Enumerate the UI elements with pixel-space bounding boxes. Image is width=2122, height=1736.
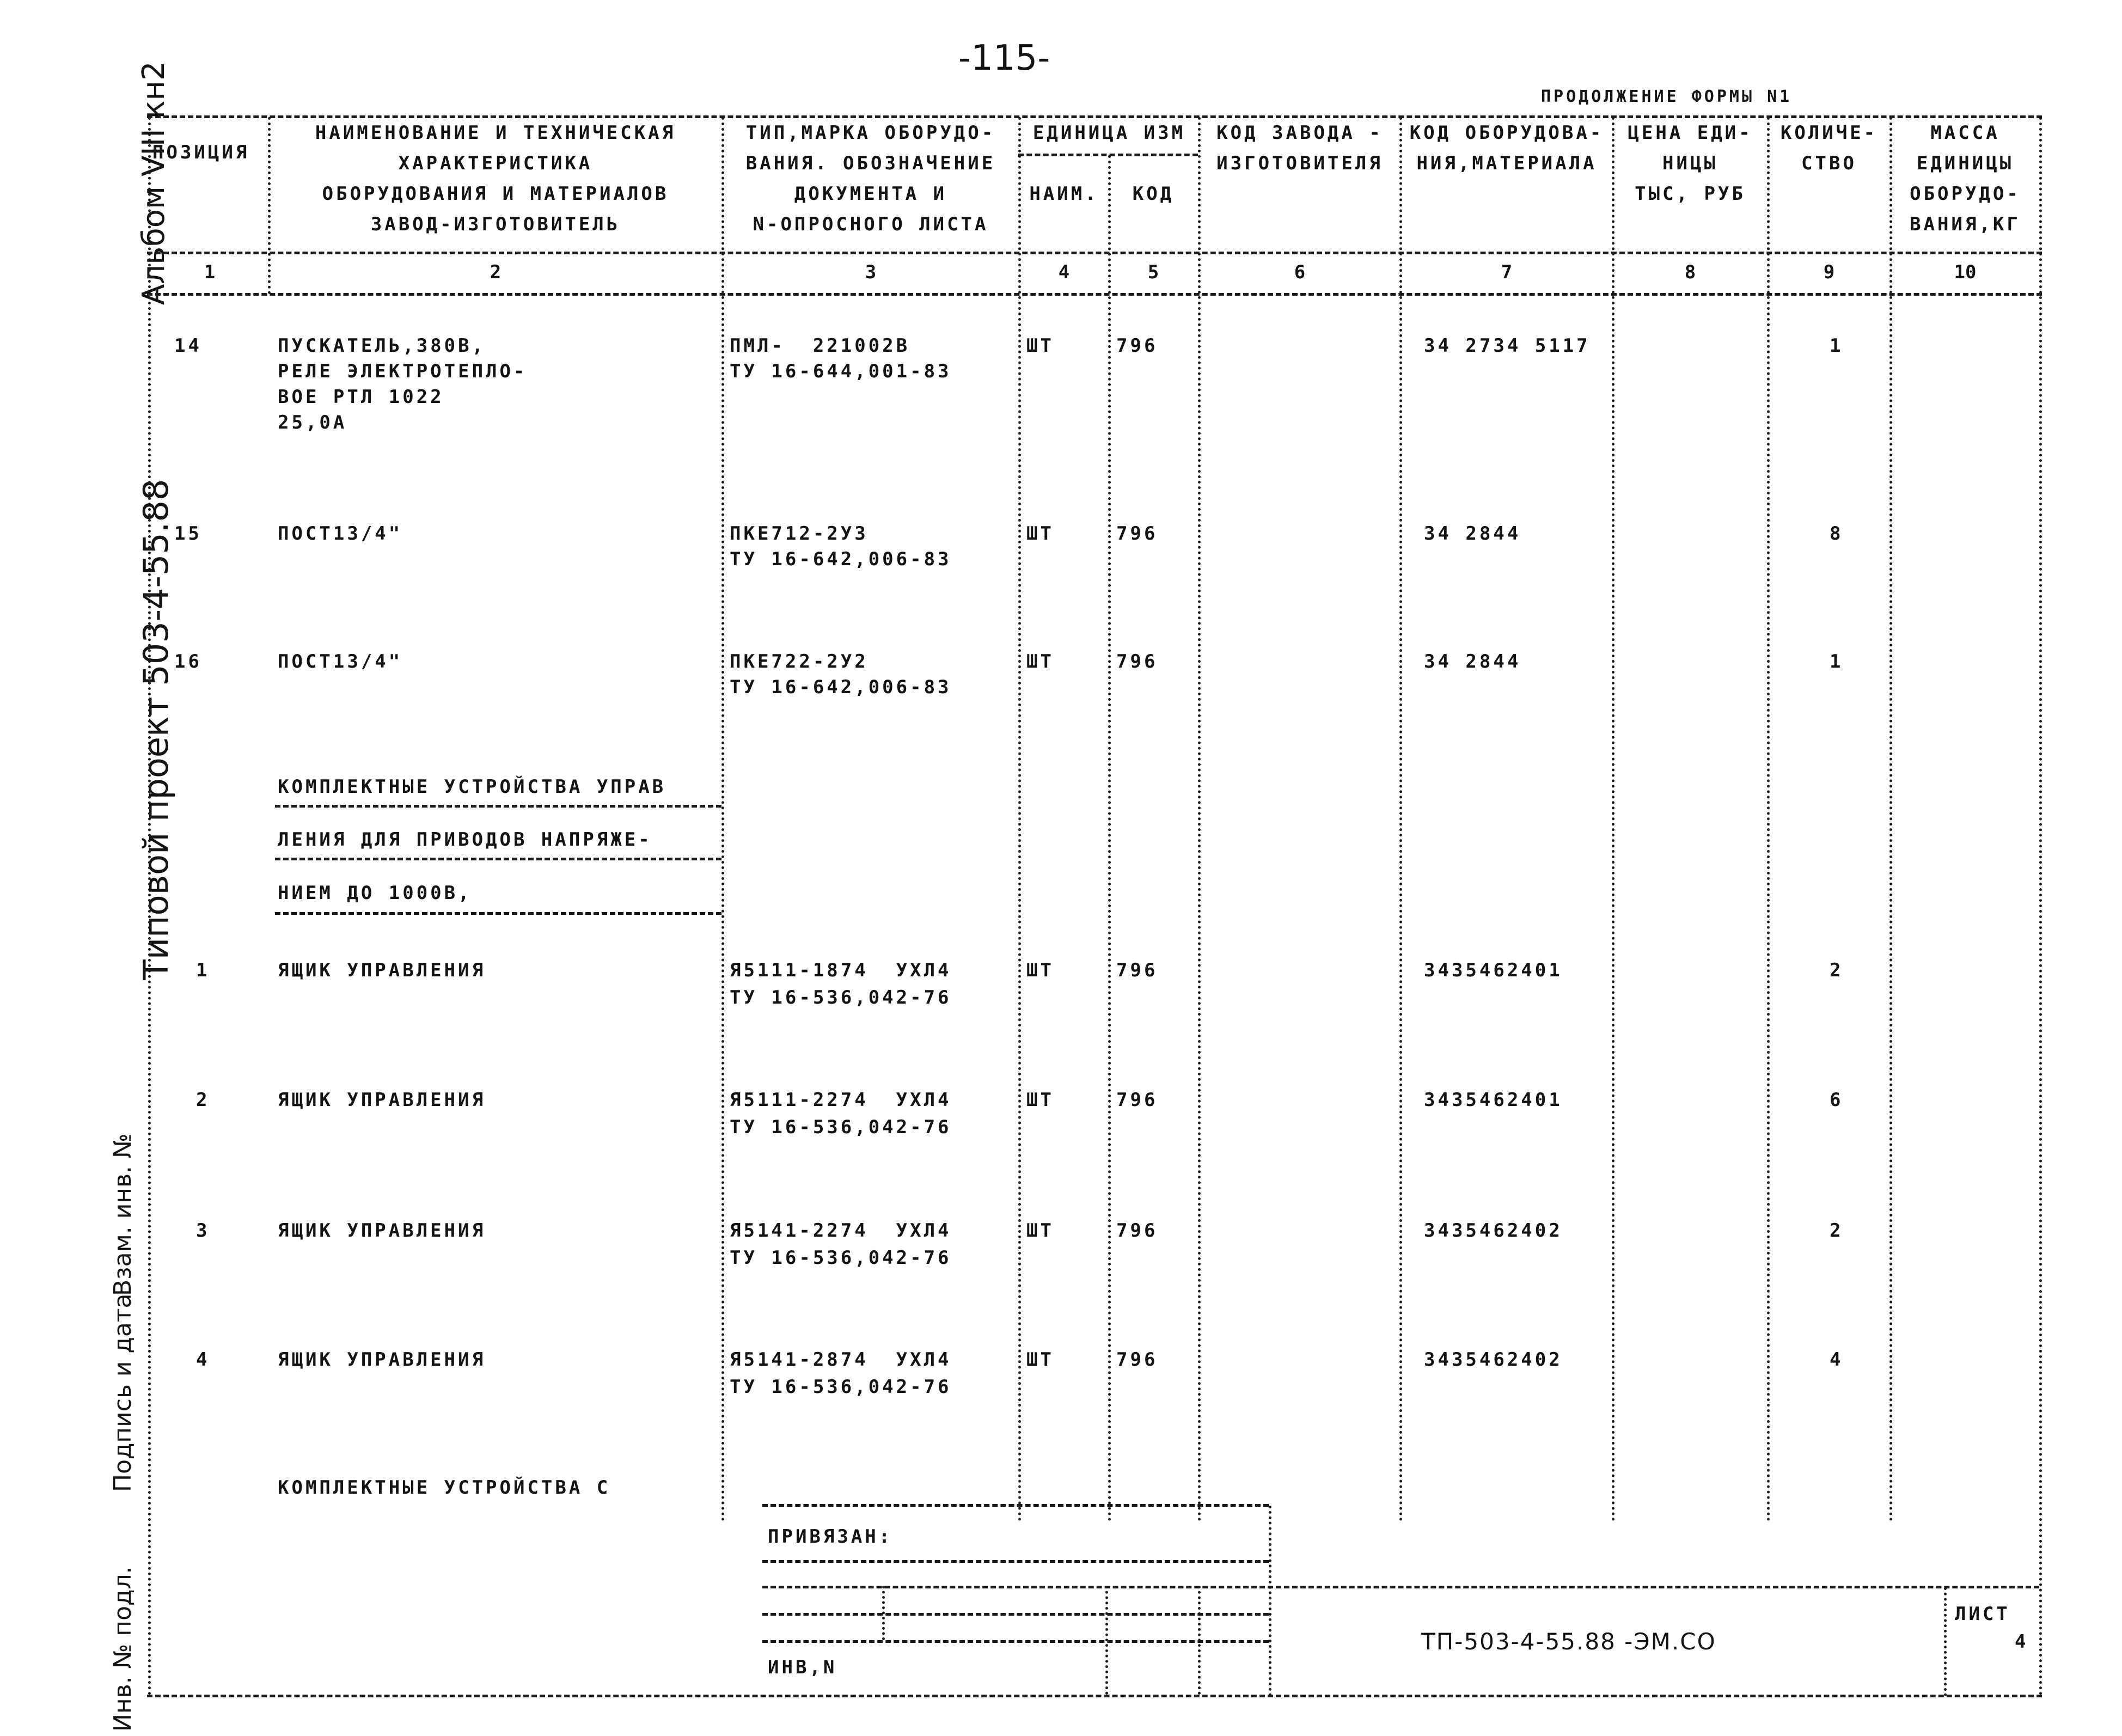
row-type: ТУ 16-536,042-76	[730, 1376, 952, 1398]
header-price-3: ТЫС, РУБ	[1635, 183, 1746, 205]
header-name-3: ОБОРУДОВАНИЯ И МАТЕРИАЛОВ	[322, 183, 669, 205]
row-type: Я5111-1874 УХЛ4	[730, 959, 952, 981]
row-pos: 14	[174, 335, 202, 357]
colnum-4: 4	[1058, 261, 1070, 283]
colnum-1: 1	[204, 261, 216, 283]
col-rule-5	[1198, 117, 1201, 1522]
row-equip-code: 3435462401	[1424, 959, 1563, 981]
row-type: ТУ 16-642,006-83	[730, 548, 952, 570]
row-equip-code: 34 2844	[1424, 651, 1521, 673]
section-heading: КОМПЛЕКТНЫЕ УСТРОЙСТВА УПРАВ	[278, 776, 666, 798]
header-equip-2: НИЯ,МАТЕРИАЛА	[1416, 152, 1597, 174]
col-rule-2	[721, 117, 724, 1522]
header-unit-code: КОД	[1132, 183, 1175, 205]
row-pos: 15	[174, 523, 202, 545]
row-qty: 2	[1830, 959, 1844, 981]
header-name-4: ЗАВОД-ИЗГОТОВИТЕЛЬ	[370, 213, 621, 235]
header-price-2: НИЦЫ	[1662, 152, 1718, 174]
colnum-3: 3	[865, 261, 877, 283]
row-name: ЯЩИК УПРАВЛЕНИЯ	[278, 1089, 486, 1111]
header-mass-1: МАССА	[1930, 122, 2000, 144]
row-type: ПМЛ- 221002В	[730, 335, 910, 357]
row-code: 796	[1116, 1089, 1158, 1111]
section-heading-2: КОМПЛЕКТНЫЕ УСТРОЙСТВА С	[278, 1477, 611, 1499]
colnum-8: 8	[1684, 261, 1696, 283]
stamp-rule	[762, 1560, 1269, 1563]
row-pos: 4	[196, 1349, 210, 1371]
row-pos: 1	[196, 959, 210, 981]
row-qty: 1	[1830, 651, 1844, 673]
stamp-sheet-number: 4	[2015, 1631, 2029, 1653]
row-name: ПОСТ13/4"	[278, 651, 403, 673]
stamp-col-rule	[882, 1586, 885, 1640]
stamp-label-replace: Взам. инв. №	[109, 1133, 137, 1296]
row-pos: 2	[196, 1089, 210, 1111]
colnum-5: 5	[1147, 261, 1159, 283]
header-mass-3: ОБОРУДО-	[1910, 183, 2021, 205]
col-rule-7	[1612, 117, 1615, 1522]
stamp-doc-code: ТП-503-4-55.88 -ЭМ.СО	[1421, 1628, 1716, 1655]
album-label: Альбом VIII кн2	[136, 61, 172, 305]
row-name: РЕЛЕ ЭЛЕКТРОТЕПЛО-	[278, 360, 528, 382]
row-unit: ШТ	[1026, 1220, 1054, 1242]
row-type: Я5141-2274 УХЛ4	[730, 1220, 952, 1242]
row-type: ПКЕ712-2У3	[730, 523, 869, 545]
row-unit: ШТ	[1026, 1349, 1054, 1371]
colnum-6: 6	[1294, 261, 1306, 283]
colnum-2: 2	[490, 261, 502, 283]
row-type: ТУ 16-536,042-76	[730, 987, 952, 1008]
section-underline	[275, 858, 721, 860]
row-name: ПУСКАТЕЛЬ,380В,	[278, 335, 486, 357]
stamp-sheet-label: ЛИСТ	[1955, 1603, 2010, 1625]
row-qty: 6	[1830, 1089, 1844, 1111]
stamp-col-rule	[1198, 1586, 1201, 1695]
stamp-inv: ИНВ,N	[768, 1656, 837, 1678]
header-factory-1: КОД ЗАВОДА -	[1216, 122, 1383, 144]
stamp-rule	[762, 1640, 1269, 1643]
col-rule-10	[2039, 117, 2042, 1696]
rule-bottom	[147, 1695, 2042, 1697]
rule-colnum-bottom	[147, 293, 2042, 296]
row-qty: 2	[1830, 1220, 1844, 1242]
header-type-2: ВАНИЯ. ОБОЗНАЧЕНИЕ	[745, 152, 996, 174]
row-qty: 4	[1830, 1349, 1844, 1371]
page-number: -115-	[958, 38, 1050, 78]
row-qty: 1	[1830, 335, 1844, 357]
header-factory-2: ИЗГОТОВИТЕЛЯ	[1216, 152, 1383, 174]
row-name: ЯЩИК УПРАВЛЕНИЯ	[278, 1220, 486, 1242]
form-continuation: ПРОДОЛЖЕНИЕ ФОРМЫ N1	[1541, 87, 1793, 106]
row-unit: ШТ	[1026, 959, 1054, 981]
header-name-2: ХАРАКТЕРИСТИКА	[398, 152, 593, 174]
stamp-attached: ПРИВЯЗАН:	[768, 1526, 893, 1548]
row-pos: 3	[196, 1220, 210, 1242]
header-type-1: ТИП,МАРКА ОБОРУДО-	[745, 122, 996, 144]
col-rule-6	[1399, 117, 1402, 1522]
row-type: Я5111-2274 УХЛ4	[730, 1089, 952, 1111]
rule-top	[147, 115, 2042, 118]
header-type-4: N-ОПРОСНОГО ЛИСТА	[753, 213, 989, 235]
row-equip-code: 3435462401	[1424, 1089, 1563, 1111]
row-type: ТУ 16-536,042-76	[730, 1116, 952, 1138]
header-qty-1: КОЛИЧЕ-	[1780, 122, 1878, 144]
stamp-rule	[762, 1504, 1269, 1507]
header-equip-1: КОД ОБОРУДОВА-	[1409, 122, 1604, 144]
section-heading: НИЕМ ДО 1000В,	[278, 882, 472, 904]
row-pos: 16	[174, 651, 202, 673]
stamp-col-rule	[1269, 1506, 1271, 1696]
row-name: ЯЩИК УПРАВЛЕНИЯ	[278, 1349, 486, 1371]
section-heading: ЛЕНИЯ ДЛЯ ПРИВОДОВ НАПРЯЖЕ-	[278, 829, 652, 851]
row-equip-code: 3435462402	[1424, 1349, 1563, 1371]
row-name: ВОЕ РТЛ 1022	[278, 386, 444, 408]
row-equip-code: 34 2734 5117	[1424, 335, 1591, 357]
row-equip-code: 3435462402	[1424, 1220, 1563, 1242]
stamp-label-sign: Подпись и дата	[109, 1293, 137, 1492]
row-name: ПОСТ13/4"	[278, 523, 403, 545]
colnum-7: 7	[1501, 261, 1513, 283]
header-qty-2: СТВО	[1801, 152, 1857, 174]
row-type: Я5141-2874 УХЛ4	[730, 1349, 952, 1371]
row-unit: ШТ	[1026, 1089, 1054, 1111]
row-qty: 8	[1830, 523, 1844, 545]
header-price-1: ЦЕНА ЕДИ-	[1628, 122, 1753, 144]
row-type: ТУ 16-536,042-76	[730, 1247, 952, 1269]
row-code: 796	[1116, 651, 1158, 673]
stamp-label-inv: Инв. № подл.	[109, 1566, 137, 1732]
row-code: 796	[1116, 959, 1158, 981]
section-underline	[275, 912, 721, 915]
row-name: 25,0А	[278, 412, 347, 433]
row-type: ТУ 16-642,006-83	[730, 676, 952, 698]
row-unit: ШТ	[1026, 335, 1054, 357]
section-underline	[275, 805, 721, 808]
col-rule-4	[1108, 155, 1111, 1522]
col-rule-3	[1018, 117, 1021, 1522]
stamp-rule	[762, 1613, 1269, 1616]
row-equip-code: 34 2844	[1424, 523, 1521, 545]
row-code: 796	[1116, 1349, 1158, 1371]
header-unit: ЕДИНИЦА ИЗМ	[1032, 122, 1186, 144]
header-unit-name: НАИМ.	[1029, 183, 1099, 205]
row-name: ЯЩИК УПРАВЛЕНИЯ	[278, 959, 486, 981]
header-mass-4: ВАНИЯ,КГ	[1910, 213, 2021, 235]
stamp-rule	[762, 1586, 2039, 1588]
col-rule-9	[1889, 117, 1892, 1522]
row-code: 796	[1116, 523, 1158, 545]
row-type: ПКЕ722-2У2	[730, 651, 869, 673]
header-name-1: НАИМЕНОВАНИЕ И ТЕХНИЧЕСКАЯ	[315, 122, 676, 144]
col-rule-8	[1767, 117, 1770, 1522]
col-rule-1	[268, 117, 271, 294]
header-mass-2: ЕДИНИЦЫ	[1916, 152, 2014, 174]
header-type-3: ДОКУМЕНТА И	[794, 183, 947, 205]
stamp-col-rule	[1105, 1586, 1108, 1695]
row-unit: ШТ	[1026, 651, 1054, 673]
row-code: 796	[1116, 335, 1158, 357]
colnum-10: 10	[1954, 261, 1977, 283]
header-pos: ПОЗИЦИЯ	[152, 142, 250, 163]
stamp-col-rule	[1944, 1587, 1947, 1696]
row-type: ТУ 16-644,001-83	[730, 360, 952, 382]
row-code: 796	[1116, 1220, 1158, 1242]
row-unit: ШТ	[1026, 523, 1054, 545]
colnum-9: 9	[1823, 261, 1835, 283]
rule-header-bottom	[147, 252, 2042, 254]
project-label: Типовой проект 503-4-55.88	[136, 479, 176, 980]
col-rule-0	[148, 117, 151, 1696]
